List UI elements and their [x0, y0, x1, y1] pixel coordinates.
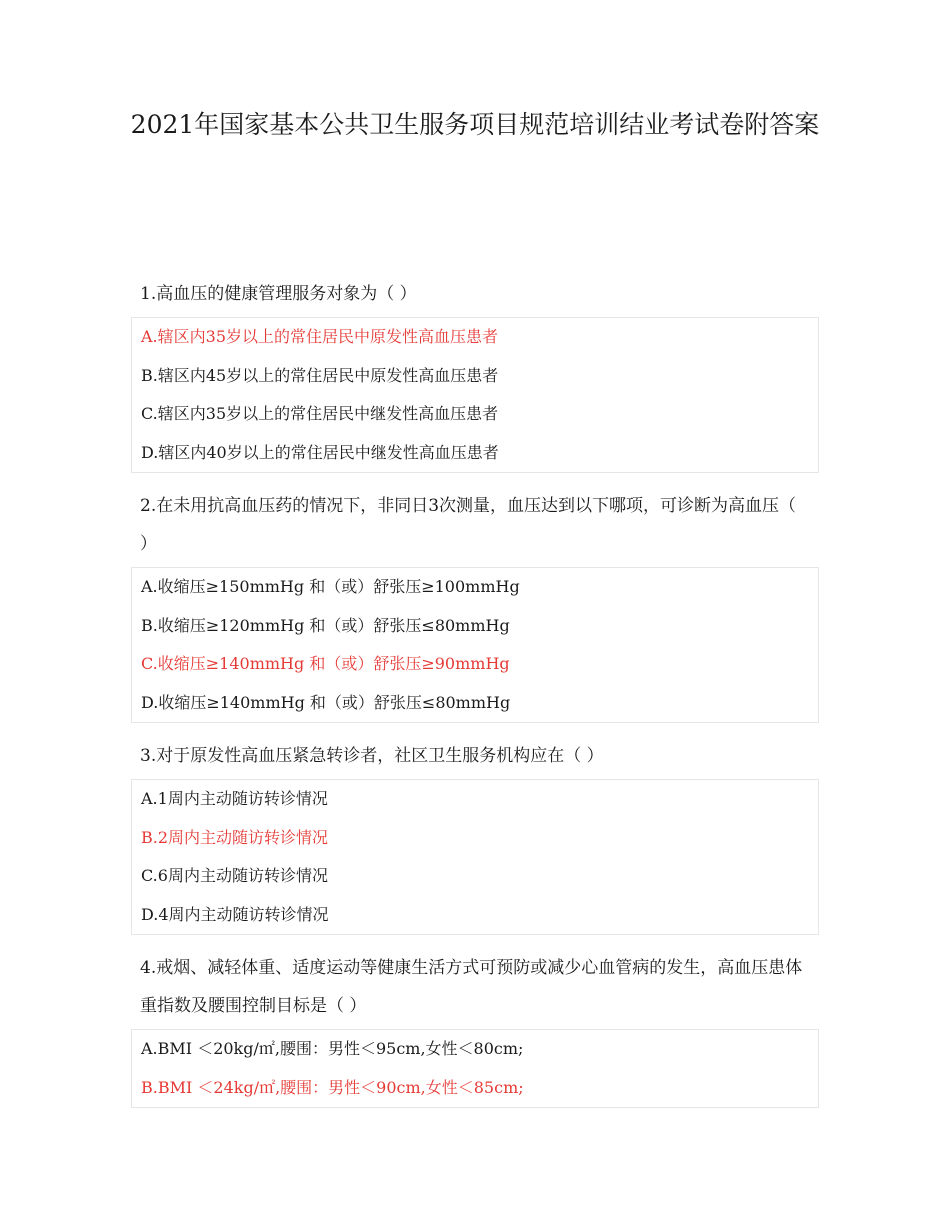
option-a: A.收缩压≥150mmHg 和（或）舒张压≥100mmHg — [141, 577, 520, 596]
page-title: 2021年国家基本公共卫生服务项目规范培训结业考试卷附答案 — [130, 110, 820, 139]
option-d: D.辖区内40岁以上的常住居民中继发性高血压患者 — [141, 442, 499, 462]
option-b: B.2周内主动随访转诊情况 — [141, 827, 329, 847]
options-box — [131, 317, 819, 473]
options-box — [131, 1029, 819, 1108]
option-d: D.4周内主动随访转诊情况 — [141, 904, 329, 924]
options-box — [131, 567, 819, 723]
options-box — [131, 779, 819, 935]
question-text: 2.在未用抗高血压药的情况下，非同日3次测量，血压达到以下哪项，可诊断为高血压（ ） — [140, 496, 797, 554]
option-b: B.辖区内45岁以上的常住居民中原发性高血压患者 — [141, 365, 499, 385]
question-2 — [131, 487, 819, 723]
question-text: 4.戒烟、减轻体重、适度运动等健康生活方式可预防或减少心血管病的发生，高血压患体重指数及腰围控制目标是（ ） — [140, 958, 803, 1016]
option-d: D.收缩压≥140mmHg 和（或）舒张压≤80mmHg — [141, 692, 511, 712]
option-c: C.收缩压≥140mmHg 和（或）舒张压≥90mmHg — [141, 654, 510, 673]
option-a: A.辖区内35岁以上的常住居民中原发性高血压患者 — [141, 327, 499, 346]
question-list — [131, 275, 819, 1122]
option-c: C.6周内主动随访转诊情况 — [141, 866, 328, 885]
question-text: 3.对于原发性高血压紧急转诊者，社区卫生服务机构应在（ ） — [140, 746, 604, 766]
option-c: C.辖区内35岁以上的常住居民中继发性高血压患者 — [141, 404, 499, 423]
question-text: 1.高血压的健康管理服务对象为（ ） — [140, 284, 417, 304]
option-b: B.收缩压≥120mmHg 和（或）舒张压≤80mmHg — [141, 615, 510, 635]
option-b: B.BMI ＜24kg/㎡,腰围：男性＜90cm,女性＜85cm; — [141, 1077, 524, 1097]
question-4 — [131, 949, 819, 1108]
option-a: A.BMI ＜20kg/㎡,腰围：男性＜95cm,女性＜80cm; — [141, 1039, 524, 1058]
question-3 — [131, 737, 819, 935]
option-a: A.1周内主动随访转诊情况 — [141, 789, 328, 808]
question-1 — [131, 275, 819, 473]
